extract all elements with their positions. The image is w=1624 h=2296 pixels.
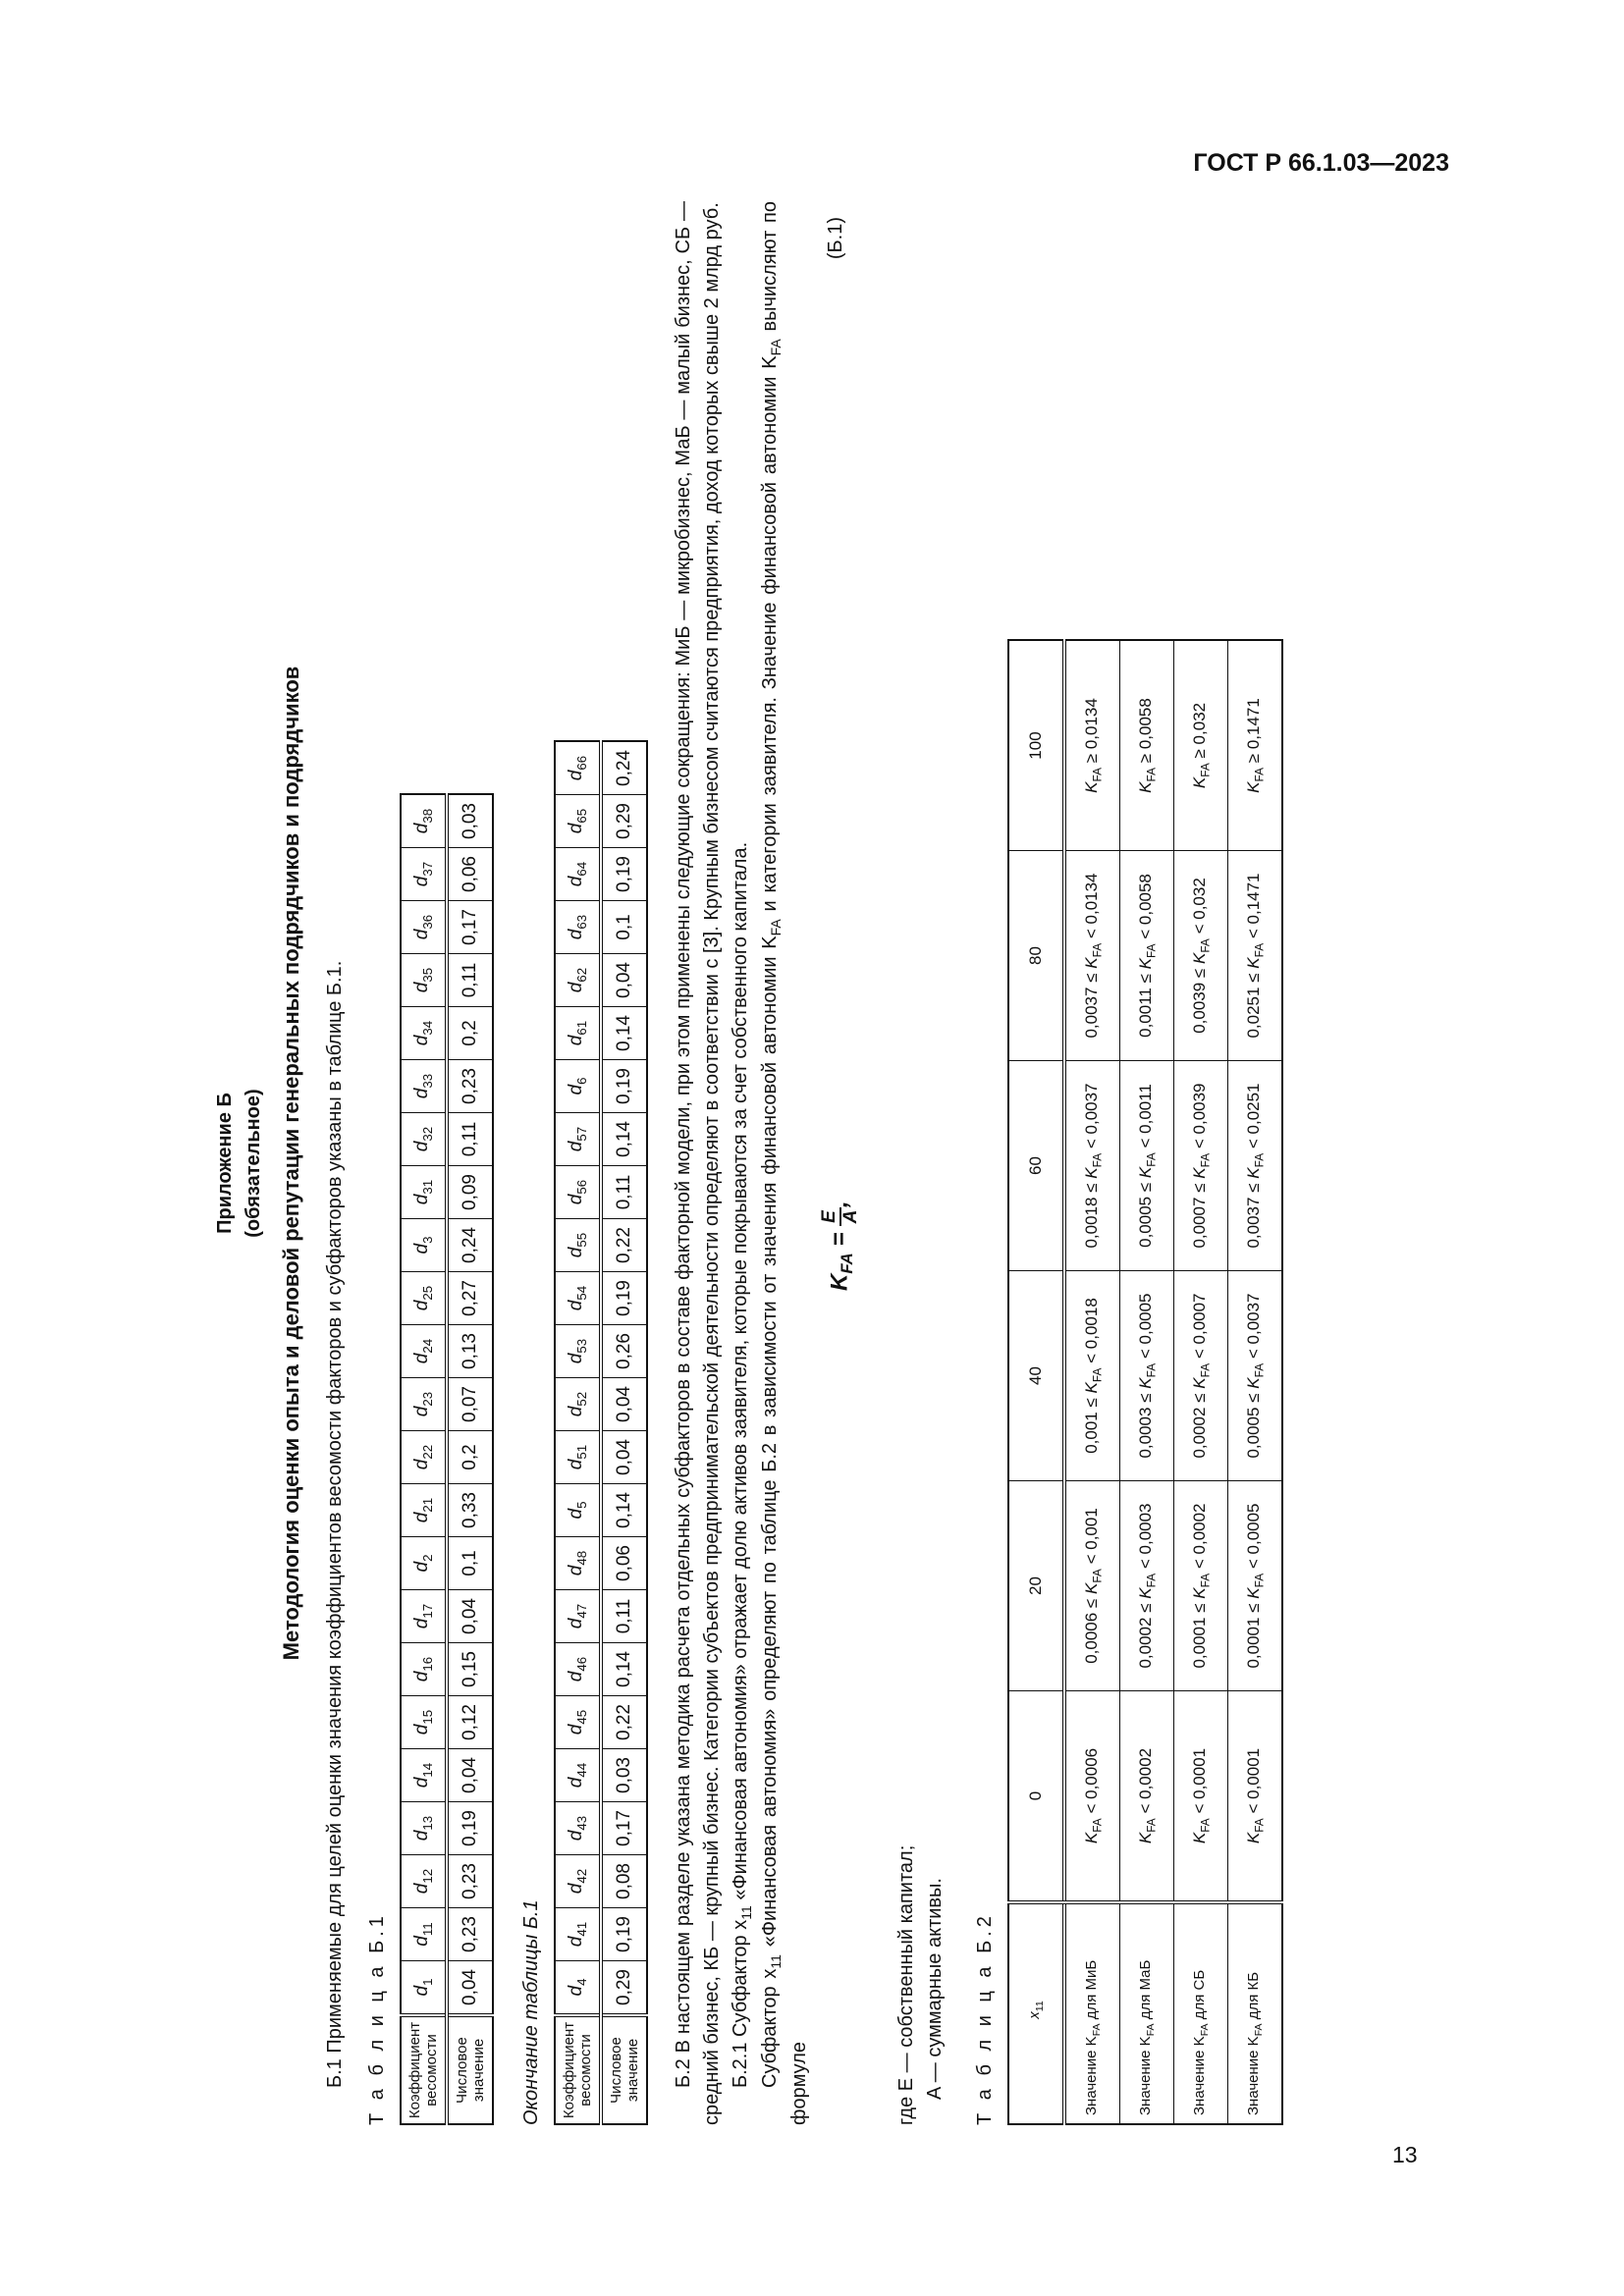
table-b1-coef-value: 0,11 bbox=[447, 1113, 493, 1166]
table-b1-coef-value: 0,19 bbox=[601, 1060, 647, 1113]
coef-subscript: 15 bbox=[420, 1709, 436, 1725]
table-b1-part2 bbox=[554, 740, 648, 2125]
table-b1-coef-header bbox=[555, 954, 601, 1007]
coef-subscript: 52 bbox=[574, 1391, 590, 1407]
coef-symbol: d bbox=[566, 1406, 587, 1417]
formula-eq: = bbox=[826, 1225, 853, 1254]
coef-subscript: 65 bbox=[574, 808, 590, 824]
document-header: ГОСТ Р 66.1.03—2023 bbox=[1193, 149, 1449, 177]
row-label-a: Значение K bbox=[1245, 2036, 1263, 2115]
coef-symbol: d bbox=[411, 982, 433, 993]
coef-subscript: 21 bbox=[420, 1497, 436, 1513]
table-b1-coef-header bbox=[401, 1007, 447, 1060]
coef-symbol: d bbox=[411, 1194, 433, 1205]
table-b2-cell: $0,0003 \le K_{FA} < 0,0005$ bbox=[1120, 1271, 1174, 1481]
coef-symbol: d bbox=[566, 1777, 587, 1789]
table-b1-coef-header bbox=[401, 1113, 447, 1166]
sub-text-a: Субфактор x bbox=[759, 1968, 782, 2088]
table-b2-cell: $K_{FA} \ge 0,0134$ bbox=[1064, 640, 1120, 851]
coef-symbol: d bbox=[411, 1406, 433, 1417]
coef-symbol: d bbox=[411, 1936, 433, 1947]
coef-subscript: 57 bbox=[574, 1126, 590, 1142]
paragraph-subfactor bbox=[756, 201, 814, 2125]
table-b2-cell: $0,0002 \le K_{FA} < 0,0003$ bbox=[1120, 1481, 1174, 1691]
table-b2-var-header bbox=[1008, 1902, 1064, 2124]
row-label-b: для МиБ bbox=[1083, 1959, 1101, 2024]
table-b1-coef-header bbox=[555, 1696, 601, 1749]
table-b1-coef-header bbox=[555, 1007, 601, 1060]
table-b2-cell: $0,0005 \le K_{FA} < 0,0011$ bbox=[1120, 1061, 1174, 1271]
coef-subscript: 51 bbox=[574, 1444, 590, 1460]
appendix-status: (обязательное) bbox=[243, 1089, 264, 1238]
coef-symbol: d bbox=[566, 1618, 587, 1629]
coef-symbol: d bbox=[411, 1512, 433, 1523]
table-b1-coef-header bbox=[401, 1855, 447, 1908]
table-b1-coef-value: 0,14 bbox=[601, 1113, 647, 1166]
table-b1-coef-header bbox=[555, 1484, 601, 1537]
paragraph-b21 bbox=[727, 201, 756, 2125]
table-b2-col-header: 60 bbox=[1008, 1061, 1064, 1271]
table-b2-col-header: 80 bbox=[1008, 851, 1064, 1061]
table-b1-coef-header bbox=[401, 1325, 447, 1378]
row-label-a: Значение K bbox=[1191, 2036, 1209, 2115]
table-b2-row-label bbox=[1174, 1902, 1228, 2124]
table-b1-coef-header bbox=[555, 1802, 601, 1855]
coef-subscript: 4 bbox=[574, 1978, 590, 1986]
table-b1-coef-header bbox=[401, 1484, 447, 1537]
table-b2-cell: $0,0037 \le K_{FA} < 0,0251$ bbox=[1228, 1061, 1283, 1271]
table-b2-cell: $0,0005 \le K_{FA} < 0,0037$ bbox=[1228, 1271, 1283, 1481]
table-b1-coef-value: 0,07 bbox=[447, 1378, 493, 1431]
table-b1-coef-value: 0,03 bbox=[601, 1749, 647, 1802]
table-b1-part2-header-row bbox=[555, 741, 601, 2124]
table-b1-coef-value: 0,06 bbox=[601, 1537, 647, 1590]
coef-symbol: d bbox=[566, 1084, 587, 1095]
table-b2-cell: $K_{FA} < 0,0006$ bbox=[1064, 1691, 1120, 1903]
coef-symbol: d bbox=[566, 1508, 587, 1520]
coef-symbol: d bbox=[566, 770, 587, 781]
coef-symbol: d bbox=[566, 876, 587, 887]
table-b1-coef-header bbox=[401, 1272, 447, 1325]
coef-symbol: d bbox=[411, 1777, 433, 1789]
table-b1-coef-value: 0,08 bbox=[601, 1855, 647, 1908]
table-b1-coef-value: 0,14 bbox=[601, 1484, 647, 1537]
table-b2-cell: $K_{FA} < 0,0002$ bbox=[1120, 1691, 1174, 1903]
table-b1-coef-value: 0,04 bbox=[601, 954, 647, 1007]
coef-subscript: 56 bbox=[574, 1179, 590, 1195]
coef-subscript: 42 bbox=[574, 1868, 590, 1884]
coef-symbol: d bbox=[566, 1565, 587, 1576]
table-b1-coef-value: 0,13 bbox=[447, 1325, 493, 1378]
coef-symbol: d bbox=[411, 876, 433, 887]
table-b1-coef-header bbox=[555, 1643, 601, 1696]
coef-symbol: d bbox=[411, 1830, 433, 1842]
formula-tail: , bbox=[826, 1201, 853, 1208]
table-b1-coef-value: 0,12 bbox=[447, 1696, 493, 1749]
coef-symbol: d bbox=[566, 1300, 587, 1311]
table-b1-coef-header bbox=[555, 1749, 601, 1802]
table-b2-cell: $0,0039 \le K_{FA} < 0,032$ bbox=[1174, 851, 1228, 1061]
coef-subscript: 31 bbox=[420, 1179, 436, 1195]
coef-subscript: 1 bbox=[420, 1978, 436, 1986]
coef-symbol: d bbox=[566, 1830, 587, 1842]
coef-symbol: d bbox=[411, 1883, 433, 1895]
coef-symbol: d bbox=[411, 823, 433, 834]
coef-subscript: 38 bbox=[420, 808, 436, 824]
table-b1-coef-header bbox=[401, 1802, 447, 1855]
table-b1-coef-value: 0,19 bbox=[601, 1272, 647, 1325]
table-b1-coef-header bbox=[401, 848, 447, 901]
table-b1-coef-header bbox=[555, 1431, 601, 1484]
table-b1-coef-value: 0,23 bbox=[447, 1908, 493, 1961]
row-label-sub: FA bbox=[1145, 2023, 1158, 2037]
table-b1-coef-header bbox=[401, 901, 447, 954]
coef-subscript: 35 bbox=[420, 967, 436, 983]
where-a: A — суммарные активы. bbox=[924, 1878, 947, 2100]
coef-symbol: d bbox=[566, 1247, 587, 1258]
table-b2 bbox=[1007, 639, 1283, 2125]
table-b1-coef-value: 0,24 bbox=[601, 741, 647, 795]
table-b1-coef-value: 0,23 bbox=[447, 1060, 493, 1113]
rotated-content bbox=[211, 201, 1438, 2125]
row-label-coef: Коэффициент весомости bbox=[401, 2015, 447, 2124]
table-b1-coef-header bbox=[555, 1060, 601, 1113]
table-b1-coef-value: 0,19 bbox=[601, 848, 647, 901]
coef-subscript: 62 bbox=[574, 967, 590, 983]
coef-symbol: d bbox=[566, 1671, 587, 1682]
table-b2-cell: $0,0018 \le K_{FA} < 0,0037$ bbox=[1064, 1061, 1120, 1271]
table-b1-coef-header bbox=[401, 954, 447, 1007]
coef-symbol: d bbox=[411, 1035, 433, 1046]
row-label-sub: FA bbox=[1091, 2023, 1104, 2037]
table-b1-coef-header bbox=[555, 1537, 601, 1590]
coef-subscript: 43 bbox=[574, 1815, 590, 1831]
var-x-sub: 11 bbox=[1034, 2001, 1047, 2012]
table-b2-col-header: 100 bbox=[1008, 640, 1064, 851]
coef-subscript: 24 bbox=[420, 1338, 436, 1354]
table-b1-coef-header bbox=[401, 1219, 447, 1272]
page-number: 13 bbox=[1392, 2142, 1418, 2167]
table-b1-coef-value: 0,24 bbox=[447, 1219, 493, 1272]
coef-symbol: d bbox=[566, 1459, 587, 1470]
table-b1-coef-value: 0,26 bbox=[601, 1325, 647, 1378]
row-label-coef: Коэффициент весомости bbox=[555, 2015, 601, 2124]
coef-subscript: 64 bbox=[574, 861, 590, 877]
b21-text-a: Б.2.1 Субфактор x bbox=[729, 1919, 751, 2088]
coef-subscript: 37 bbox=[420, 861, 436, 877]
coef-symbol: d bbox=[411, 1985, 433, 1997]
table-b2-row bbox=[1064, 640, 1120, 2124]
table-b2-row-label bbox=[1228, 1902, 1283, 2124]
table-b2-row bbox=[1120, 640, 1174, 2124]
table-b1-part1 bbox=[400, 793, 494, 2125]
coef-symbol: d bbox=[566, 1936, 587, 1948]
table-b1-coef-value: 0,06 bbox=[447, 848, 493, 901]
row-label-a: Значение K bbox=[1083, 2036, 1101, 2115]
table-b1-coef-header bbox=[555, 901, 601, 954]
table-b1-coef-header bbox=[401, 1166, 447, 1219]
appendix-title: Методология оценки опыта и деловой репутации генеральных подрядчиков и подрядчиков bbox=[279, 666, 303, 1661]
coef-subscript: 32 bbox=[420, 1126, 436, 1142]
table-b1-coef-header bbox=[401, 1590, 447, 1643]
table-b1-coef-header bbox=[555, 1855, 601, 1908]
paragraph-b2: Б.2 В настоящем разделе указана методика расчета отдельных субфакторов в составе факторной модели, при этом применены следующие сокращения: МиБ — микробизнес, МаБ — малый бизнес, СБ — средний бизнес, КБ — крупный бизнес. Категории субъектов предпринимательской деятельности определяют в соответствии с [3]. Крупным бизнесом считаются предприятия, доход которых свыше 2 млрд руб. bbox=[672, 201, 723, 2125]
sub-sub1: 11 bbox=[768, 1954, 785, 1969]
table-b1-coef-value: 0,29 bbox=[601, 795, 647, 848]
paragraph-b1: Б.1 Применяемые для целей оценки значения коэффициентов весомости факторов и субфакторов указаны в таблице Б.1. bbox=[323, 960, 346, 2088]
coef-symbol: d bbox=[566, 1724, 587, 1735]
table-b1-coef-header bbox=[555, 1378, 601, 1431]
table-b1-coef-value: 0,15 bbox=[447, 1643, 493, 1696]
coef-subscript: 14 bbox=[420, 1762, 436, 1778]
table-b2-cell: $0,0011 \le K_{FA} < 0,0058$ bbox=[1120, 851, 1174, 1061]
table-b1-coef-header bbox=[555, 848, 601, 901]
formula-number: (Б.1) bbox=[825, 217, 847, 260]
sub-sub3: FA bbox=[768, 339, 785, 356]
coef-symbol: d bbox=[411, 1724, 433, 1735]
table-b1-continuation-caption: Окончание таблицы Б.1 bbox=[519, 1899, 542, 2125]
coef-symbol: d bbox=[411, 1618, 433, 1629]
table-b1-coef-header bbox=[555, 795, 601, 848]
table-b1-coef-value: 0,04 bbox=[447, 1961, 493, 2016]
coef-symbol: d bbox=[566, 1985, 587, 1997]
coef-symbol: d bbox=[566, 1194, 587, 1205]
coef-subscript: 66 bbox=[574, 755, 590, 771]
coef-subscript: 25 bbox=[420, 1285, 436, 1301]
coef-subscript: 44 bbox=[574, 1762, 590, 1778]
coef-symbol: d bbox=[566, 823, 587, 834]
row-label-sub: FA bbox=[1199, 2023, 1212, 2037]
row-label-a: Значение K bbox=[1137, 2036, 1155, 2115]
coef-symbol: d bbox=[411, 1353, 433, 1364]
coef-subscript: 36 bbox=[420, 914, 436, 930]
table-b1-coef-value: 0,09 bbox=[447, 1166, 493, 1219]
row-label-b: для КБ bbox=[1245, 1971, 1263, 2024]
coef-symbol: d bbox=[566, 1883, 587, 1895]
sub-text-c: и категории заявителя. Значение финансовой автономии K bbox=[759, 355, 782, 920]
formula-numerator: E bbox=[820, 1207, 841, 1226]
coef-symbol: d bbox=[411, 1459, 433, 1470]
table-b1-coef-header bbox=[401, 1060, 447, 1113]
table-b1-coef-value: 0,17 bbox=[601, 1802, 647, 1855]
table-b2-cell: $0,0002 \le K_{FA} < 0,0007$ bbox=[1174, 1271, 1228, 1481]
table-b1-coef-value: 0,19 bbox=[601, 1908, 647, 1961]
appendix-label: Приложение Б bbox=[214, 1093, 236, 1234]
coef-symbol: d bbox=[411, 1243, 433, 1255]
coef-subscript: 23 bbox=[420, 1391, 436, 1407]
coef-subscript: 47 bbox=[574, 1603, 590, 1619]
table-b2-cell: $0,0037 \le K_{FA} < 0,0134$ bbox=[1064, 851, 1120, 1061]
table-b1-part1-value-row bbox=[447, 794, 493, 2124]
table-b1-coef-value: 0,1 bbox=[601, 901, 647, 954]
coef-subscript: 16 bbox=[420, 1656, 436, 1672]
formula-denominator: A bbox=[840, 1209, 862, 1224]
formula-lhs-sub: FA bbox=[838, 1253, 857, 1274]
table-b1-coef-value: 0,11 bbox=[447, 954, 493, 1007]
coef-symbol: d bbox=[411, 1300, 433, 1311]
table-b2-cell: $K_{FA} < 0,0001$ bbox=[1228, 1691, 1283, 1903]
coef-subscript: 33 bbox=[420, 1073, 436, 1089]
coef-symbol: d bbox=[566, 1353, 587, 1364]
table-b1-coef-value: 0,04 bbox=[447, 1749, 493, 1802]
var-x: x bbox=[1026, 2011, 1044, 2019]
formula-fraction bbox=[820, 1207, 861, 1226]
table-b2-cell: $K_{FA} < 0,0001$ bbox=[1174, 1691, 1228, 1903]
table-b1-coef-value: 0,03 bbox=[447, 794, 493, 848]
coef-subscript: 46 bbox=[574, 1656, 590, 1672]
table-b1-coef-value: 0,17 bbox=[447, 901, 493, 954]
table-b1-coef-header bbox=[555, 1590, 601, 1643]
coef-subscript: 54 bbox=[574, 1285, 590, 1301]
coef-symbol: d bbox=[411, 929, 433, 940]
coef-symbol: d bbox=[566, 982, 587, 993]
table-b1-coef-value: 0,29 bbox=[601, 1961, 647, 2016]
sub-text-d: вычисляют по формуле bbox=[759, 200, 811, 2125]
formula-expression bbox=[820, 1201, 861, 1291]
table-b1-coef-value: 0,22 bbox=[601, 1696, 647, 1749]
table-b2-header-row bbox=[1008, 640, 1064, 2124]
where-e: где E — собственный капитал; bbox=[895, 1844, 918, 2125]
table-b2-col-header: 0 bbox=[1008, 1691, 1064, 1903]
table-b1-coef-value: 0,33 bbox=[447, 1484, 493, 1537]
table-b1-part2-value-row bbox=[601, 741, 647, 2124]
table-b1-coef-header bbox=[555, 1325, 601, 1378]
table-b1-coef-value: 0,11 bbox=[601, 1166, 647, 1219]
table-b1-coef-header bbox=[555, 741, 601, 795]
coef-subscript: 41 bbox=[574, 1921, 590, 1937]
coef-subscript: 5 bbox=[574, 1501, 590, 1509]
table-b2-row bbox=[1228, 640, 1283, 2124]
coef-subscript: 13 bbox=[420, 1815, 436, 1831]
table-b1-caption: Т а б л и ц а Б.1 bbox=[365, 1912, 388, 2125]
table-b1-coef-header bbox=[401, 794, 447, 848]
table-b1-coef-value: 0,04 bbox=[447, 1590, 493, 1643]
coef-subscript: 22 bbox=[420, 1444, 436, 1460]
table-b1-coef-header bbox=[555, 1961, 601, 2016]
table-b1-coef-header bbox=[401, 1908, 447, 1961]
sub-text-b: «Финансовая автономия» определяют по таблице Б.2 в зависимости от значения финансовой автономии K bbox=[759, 935, 782, 1955]
coef-subscript: 12 bbox=[420, 1868, 436, 1884]
coef-subscript: 55 bbox=[574, 1232, 590, 1248]
coef-symbol: d bbox=[566, 929, 587, 940]
table-b1-coef-header bbox=[401, 1431, 447, 1484]
coef-symbol: d bbox=[411, 1141, 433, 1152]
formula-b1 bbox=[814, 201, 893, 2125]
table-b1-coef-header bbox=[555, 1272, 601, 1325]
table-b2-cell: $K_{FA} \ge 0,032$ bbox=[1174, 640, 1228, 851]
table-b1-coef-header bbox=[401, 1961, 447, 2016]
table-b2-cell: $K_{FA} \ge 0,1471$ bbox=[1228, 640, 1283, 851]
table-b1-coef-value: 0,22 bbox=[601, 1219, 647, 1272]
table-b1-coef-value: 0,11 bbox=[601, 1590, 647, 1643]
coef-symbol: d bbox=[411, 1088, 433, 1099]
table-b1-coef-header bbox=[555, 1219, 601, 1272]
table-b2-row-label bbox=[1120, 1902, 1174, 2124]
table-b1-coef-header bbox=[555, 1113, 601, 1166]
coef-subscript: 45 bbox=[574, 1709, 590, 1725]
table-b1-coef-value: 0,14 bbox=[601, 1007, 647, 1060]
table-b1-coef-header bbox=[555, 1166, 601, 1219]
b21-text-b: «Финансовая автономия» отражает долю активов заявителя, которые покрываются за счет собственного капитала. bbox=[729, 841, 751, 1906]
table-b1-coef-header bbox=[401, 1643, 447, 1696]
table-b1-coef-value: 0,1 bbox=[447, 1537, 493, 1590]
row-label-b: для МаБ bbox=[1137, 1959, 1155, 2024]
row-label-b: для СБ bbox=[1191, 1969, 1209, 2024]
table-b2-cell: $0,0007 \le K_{FA} < 0,0039$ bbox=[1174, 1061, 1228, 1271]
table-b1-coef-header bbox=[555, 1908, 601, 1961]
table-b2-cell: $0,0251 \le K_{FA} < 0,1471$ bbox=[1228, 851, 1283, 1061]
table-b2-cell: $K_{FA} \ge 0,0058$ bbox=[1120, 640, 1174, 851]
coef-subscript: 3 bbox=[420, 1236, 436, 1244]
coef-subscript: 53 bbox=[574, 1338, 590, 1354]
b21-sub: 11 bbox=[737, 1905, 754, 1920]
table-b1-coef-value: 0,23 bbox=[447, 1855, 493, 1908]
coef-subscript: 34 bbox=[420, 1020, 436, 1036]
table-b1-coef-value: 0,27 bbox=[447, 1272, 493, 1325]
table-b2-cell: $0,0006 \le K_{FA} < 0,001$ bbox=[1064, 1481, 1120, 1691]
coef-subscript: 63 bbox=[574, 914, 590, 930]
table-b1-coef-value: 0,2 bbox=[447, 1007, 493, 1060]
coef-subscript: 6 bbox=[574, 1077, 590, 1085]
table-b2-cell: $0,0001 \le K_{FA} < 0,0005$ bbox=[1228, 1481, 1283, 1691]
table-b2-row-label bbox=[1064, 1902, 1120, 2124]
coef-subscript: 17 bbox=[420, 1603, 436, 1619]
table-b1-coef-header bbox=[401, 1378, 447, 1431]
table-b1-coef-header bbox=[401, 1749, 447, 1802]
coef-symbol: d bbox=[411, 1561, 433, 1573]
formula-lhs: K bbox=[826, 1273, 853, 1291]
row-label-sub: FA bbox=[1253, 2023, 1266, 2037]
table-b2-col-header: 20 bbox=[1008, 1481, 1064, 1691]
table-b1-coef-value: 0,04 bbox=[601, 1378, 647, 1431]
table-b1-coef-value: 0,04 bbox=[601, 1431, 647, 1484]
row-label-value: Числовое значение bbox=[447, 2015, 493, 2124]
coef-subscript: 2 bbox=[420, 1554, 436, 1562]
table-b2-row bbox=[1174, 640, 1228, 2124]
coef-symbol: d bbox=[566, 1035, 587, 1046]
table-b1-part1-header-row bbox=[401, 794, 447, 2124]
coef-symbol: d bbox=[566, 1141, 587, 1152]
table-b2-col-header: 40 bbox=[1008, 1271, 1064, 1481]
table-b1-coef-header bbox=[401, 1696, 447, 1749]
table-b1-coef-value: 0,19 bbox=[447, 1802, 493, 1855]
table-b1-coef-value: 0,14 bbox=[601, 1643, 647, 1696]
coef-subscript: 48 bbox=[574, 1550, 590, 1566]
coef-symbol: d bbox=[411, 1671, 433, 1682]
sub-sub2: FA bbox=[768, 919, 785, 936]
table-b2-cell: $0,0001 \le K_{FA} < 0,0002$ bbox=[1174, 1481, 1228, 1691]
coef-subscript: 61 bbox=[574, 1020, 590, 1036]
coef-subscript: 11 bbox=[420, 1922, 436, 1937]
table-b1-coef-value: 0,2 bbox=[447, 1431, 493, 1484]
table-b2-caption: Т а б л и ц а Б.2 bbox=[974, 1912, 997, 2125]
table-b1-coef-header bbox=[401, 1537, 447, 1590]
row-label-value: Числовое значение bbox=[601, 2015, 647, 2124]
table-b2-cell: $0,001 \le K_{FA} < 0,0018$ bbox=[1064, 1271, 1120, 1481]
